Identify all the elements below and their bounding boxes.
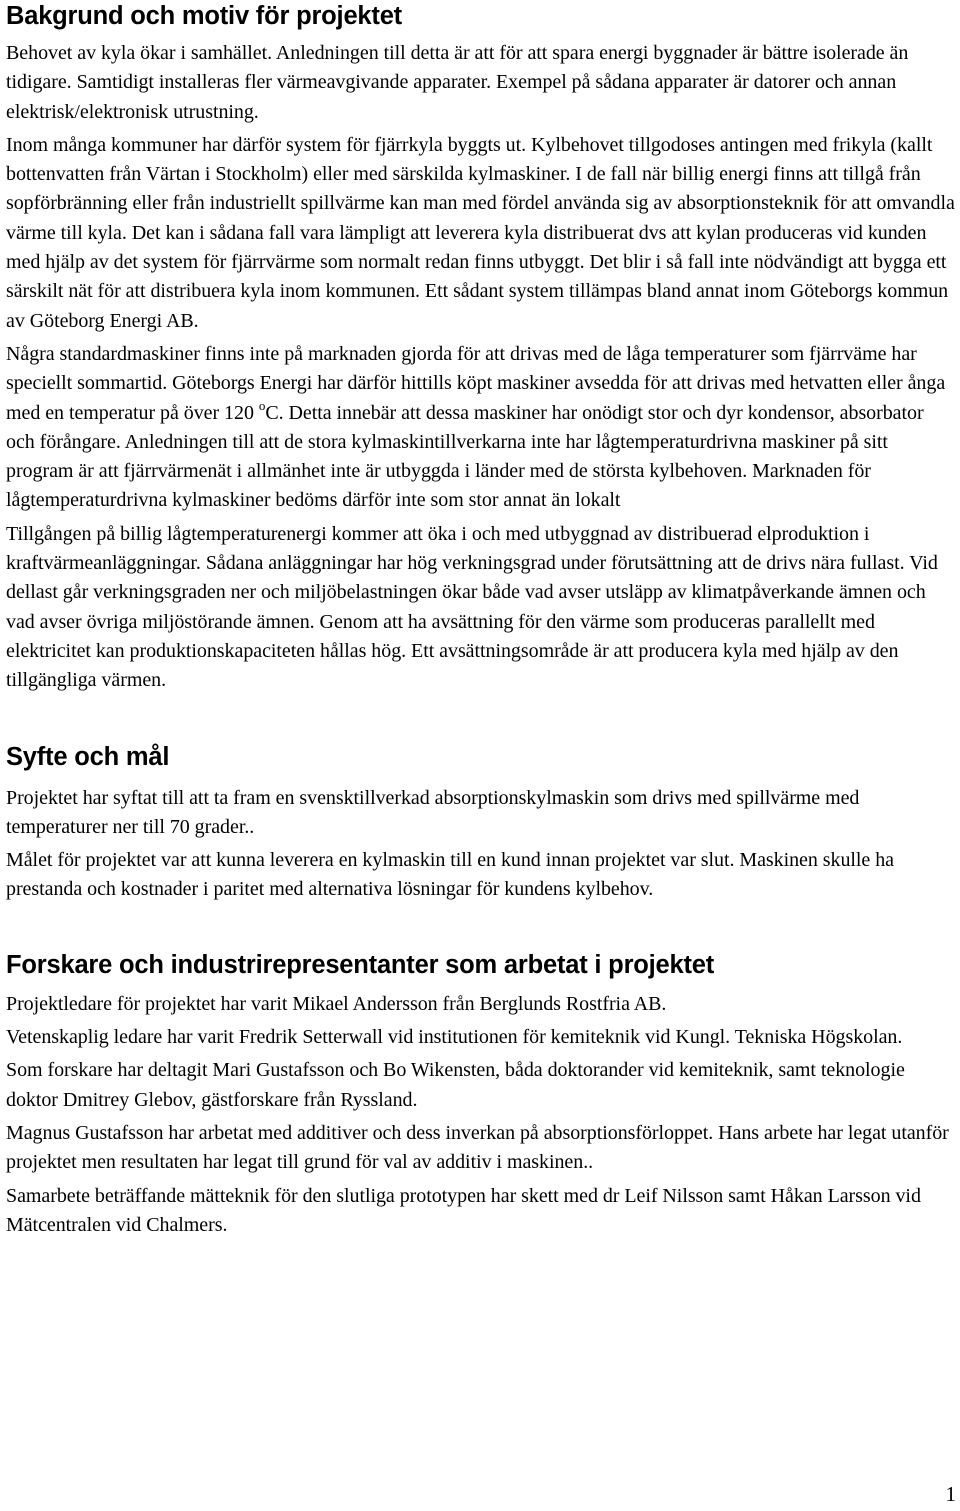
paragraph-standardmaskiner bbox=[6, 340, 956, 516]
degree-superscript: o bbox=[258, 397, 266, 413]
paragraph-projektledare: Projektledare för projektet har varit Mikael Andersson från Berglunds Rostfria AB. bbox=[6, 992, 667, 1015]
paragraph-additiver: Magnus Gustafsson har arbetat med additiver och dess inverkan på absorptionsförloppet. Hans arbete har legat utanför projektet men resultaten har legat till grund för val av additiv i maskinen.. bbox=[6, 1121, 949, 1174]
paragraph-behovet: Behovet av kyla ökar i samhället. Anledningen till detta är att för att spara energi byggnader är bättre isolerade än tidigare. Samtidigt installeras fler värmeavgivande apparater. Exempel på sådana apparater är datorer och annan elektrisk/elektronisk utrustning. bbox=[6, 42, 909, 123]
section-heading-syfte: Syfte och mål bbox=[6, 742, 170, 771]
document-page bbox=[6, 0, 956, 1244]
paragraph-vetenskaplig-ledare: Vetenskaplig ledare har varit Fredrik Setterwall vid institutionen för kemiteknik vid Kungl. Tekniska Högskolan. bbox=[6, 1026, 903, 1049]
paragraph-text: Några standardmaskiner finns inte på marknaden gjorda för att drivas med de låga temperaturer som fjärrväme har speciellt sommartid. Göteborgs Energi har därför hittills köpt maskiner avsedda för att drivas med hetvatten eller ånga med en temperatur på över 120 bbox=[6, 342, 946, 424]
section-heading-bakgrund: Bakgrund och motiv för projektet bbox=[6, 2, 402, 30]
page-number: 1 bbox=[945, 1482, 956, 1506]
paragraph-projektet-syfte: Projektet har syftat till att ta fram en svensktillverkad absorptionskylmaskin som drivs med spillvärme med temperaturer ner till 70 grader.. bbox=[6, 786, 860, 838]
paragraph-forskare: Som forskare har deltagit Mari Gustafsson och Bo Wikensten, båda doktorander vid kemiteknik, samt teknologie doktor Dmitrey Glebov, gästforskare från Ryssland. bbox=[6, 1059, 905, 1111]
paragraph-fjarrkyla: Inom många kommuner har därför system för fjärrkyla byggts ut. Kylbehovet tillgodoses antingen med frikyla (kallt bottenvatten från Värtan i Stockholm) eller med särskilda kylmaskiner. I de fall när billig energi finns att tillgå från sopförbränning eller från industriellt spillvärme kan man med fördel använda sig av absorptionsteknik för att omvandla värme till kyla. Det kan i sådana fall vara lämpligt att leverera kyla distribuerat dvs att kylan produceras vid kunden med hjälp av det system för fjärrvärme som normalt redan finns utbyggt. Det blir i så fall inte nödvändigt att bygga ett särskilt nät för att distribuera kyla inom kommunen. Ett sådant system tillämpas bland annat inom Göteborgs kommun av Göteborg Energi AB. bbox=[6, 133, 955, 332]
section-heading-forskare: Forskare och industrirepresentanter som arbetat i projektet bbox=[6, 950, 715, 979]
paragraph-text: C. Detta innebär att dessa maskiner har onödigt stor och dyr kondensor, absorbator och förångare. Anledningen till att de stora kylmaskintillverkarna inte har lågtemperaturdrivna maskiner på sitt program är att fjärrvärmenät i allmänhet inte är utbyggda i länder med de största kylbehoven. Marknaden för lågtemperaturdrivna kylmaskiner bedöms därför inte som stor annat än lokalt bbox=[6, 401, 924, 512]
paragraph-tillgangen: Tillgången på billig lågtemperaturenergi kommer att öka i och med utbyggnad av distribuerad elproduktion i kraftvärmeanläggningar. Sådana anläggningar har hög verkningsgrad under förutsättning att de drivs nära fullast. Vid dellast går verkningsgraden ner och miljöbelastningen ökar både vad avser utsläpp av klimatpåverkande ämnen och vad avser övriga miljöstörande ämnen. Genom att ha avsättning för den värme som produceras parallellt med elektricitet kan produktionskapaciteten hållas hög. Ett avsättningsområde är att producera kyla med hjälp av den tillgängliga värmen. bbox=[6, 522, 938, 692]
paragraph-malet: Målet för projektet var att kunna leverera en kylmaskin till en kund innan projektet var slut. Maskinen skulle ha prestanda och kostnader i paritet med alternativa lösningar för kundens kylbehov. bbox=[6, 849, 894, 901]
paragraph-samarbete: Samarbete beträffande mätteknik för den slutliga prototypen har skett med dr Leif Nilsson samt Håkan Larsson vid Mätcentralen vid Chalmers. bbox=[6, 1184, 921, 1236]
